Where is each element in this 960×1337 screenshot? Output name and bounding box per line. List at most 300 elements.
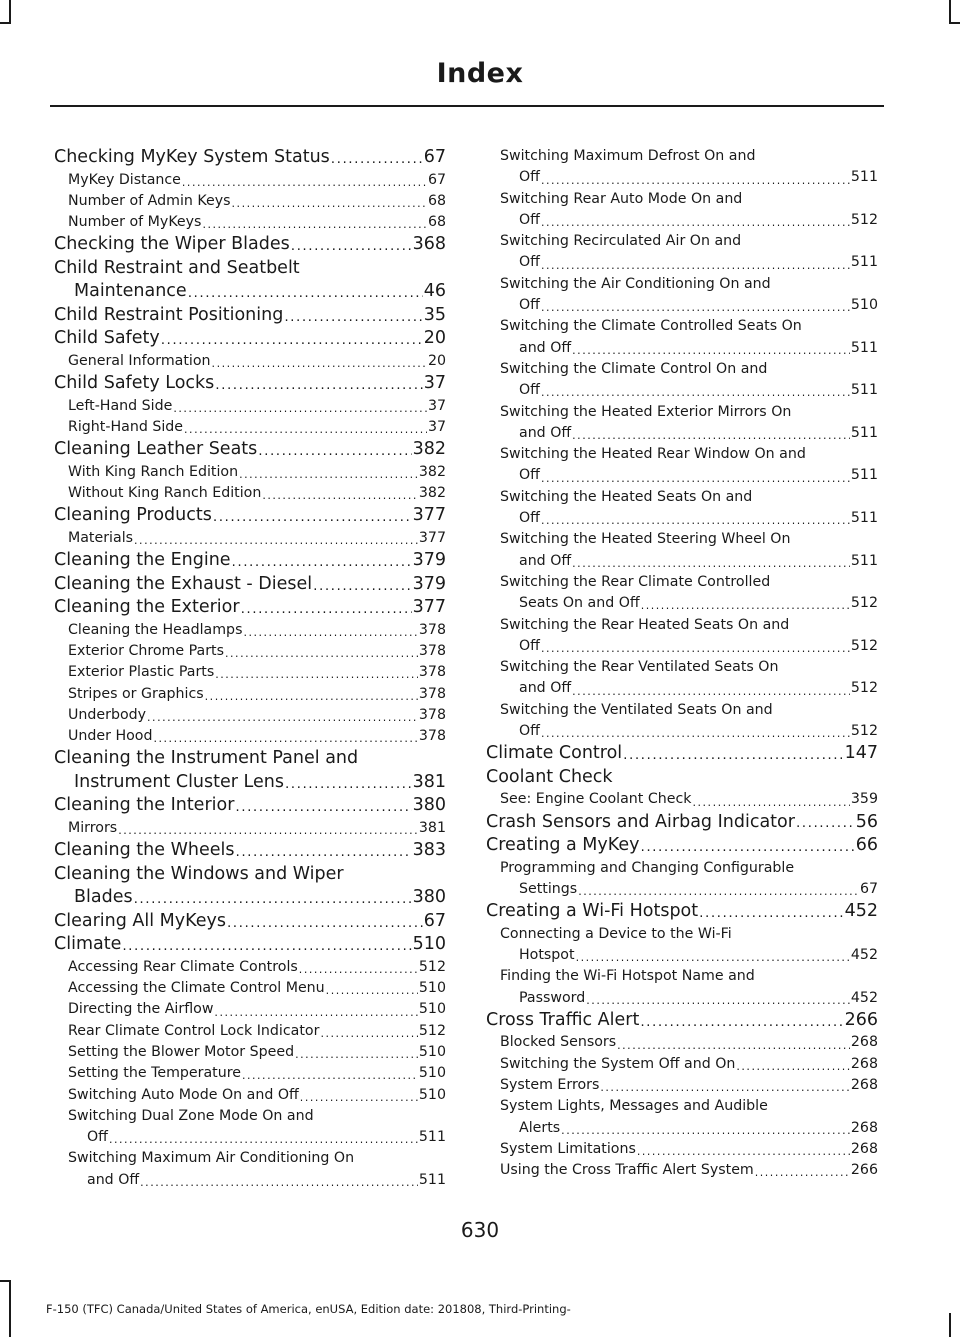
entry-text: Stripes or Graphics (68, 685, 204, 702)
entry-text-continued: Off (519, 510, 540, 527)
dot-leader (122, 940, 411, 957)
index-entry (54, 863, 446, 910)
entry-text: General Information (68, 352, 211, 369)
entry-text: Finding the Wi-Fi Hotspot Name and (500, 968, 755, 985)
entry-text: Programming and Changing Configurable (500, 859, 795, 876)
page-number: 630 (460, 1218, 500, 1242)
entry-text: Switching the Heated Rear Window On and (500, 446, 806, 463)
entry-text: Child Safety Locks (54, 373, 215, 394)
dot-leader (561, 1125, 850, 1139)
entry-text-continued: Blades (74, 887, 133, 908)
entry-page-number: 379 (412, 573, 446, 594)
entry-text: Switching the Heated Steering Wheel On (500, 531, 791, 548)
entry-text: Checking MyKey System Status (54, 147, 330, 167)
index-subentry (54, 212, 446, 233)
entry-text: Cleaning the Windows and Wiper (54, 863, 344, 884)
entry-text: Directing the Airflow (68, 1001, 214, 1018)
dot-leader (258, 445, 411, 462)
index-subentry (54, 818, 446, 839)
dot-leader (161, 334, 423, 351)
entry-text-continued: and Off (519, 339, 572, 356)
entry-page-number: 511 (418, 1171, 446, 1188)
dot-leader (572, 558, 850, 572)
entry-page-number: 37 (423, 373, 446, 394)
entry-text: Blocked Sensors (500, 1034, 617, 1051)
entry-page-number: 382 (418, 463, 446, 480)
index-entry (54, 794, 446, 818)
entry-text-continued: Off (519, 297, 540, 314)
index-entry (486, 811, 878, 835)
entry-page-number: 67 (859, 880, 878, 897)
crop-mark (0, 1280, 11, 1282)
entry-continuation (500, 593, 878, 614)
dot-leader (572, 345, 850, 359)
entry-text: Rear Climate Control Lock Indicator (68, 1022, 320, 1039)
dot-leader (576, 952, 850, 966)
index-subentry (54, 417, 446, 438)
entry-page-number: 268 (850, 1140, 878, 1157)
index-subentry (486, 1075, 878, 1096)
entry-continuation (500, 167, 878, 188)
entry-text: Clearing All MyKeys (54, 910, 226, 931)
index-subentry (54, 684, 446, 705)
entry-text: Switching Auto Mode On and Off (68, 1086, 299, 1103)
entry-text-continued: Off (519, 211, 540, 228)
dot-leader (182, 177, 427, 191)
entry-page-number: 510 (418, 980, 446, 997)
dot-leader (140, 1177, 418, 1191)
dot-leader (541, 260, 850, 274)
index-entry (54, 596, 446, 620)
entry-continuation (500, 945, 878, 966)
entry-text: Switching the System Off and On (500, 1055, 736, 1072)
index-entry (54, 146, 446, 170)
entry-page-number: 510 (418, 1086, 446, 1103)
dot-leader (640, 841, 854, 858)
dot-leader (320, 1028, 417, 1042)
entry-continuation (500, 988, 878, 1009)
index-subentry (486, 359, 878, 402)
entry-page-number: 67 (427, 171, 446, 188)
dot-leader (242, 1070, 418, 1084)
entry-text: Switching the Heated Seats On and (500, 488, 753, 505)
dot-leader (541, 302, 850, 316)
dot-leader (541, 643, 850, 657)
dot-leader (623, 749, 843, 766)
entry-text-continued: Off (519, 169, 540, 186)
entry-page-number: 359 (850, 791, 878, 808)
index-entry (486, 766, 878, 790)
entry-text: Switching the Air Conditioning On and (500, 275, 771, 292)
entry-text: Cleaning the Headlamps (68, 621, 243, 638)
entry-page-number: 512 (418, 1022, 446, 1039)
crop-mark (949, 1313, 951, 1337)
dot-leader (617, 1040, 850, 1054)
entry-text-continued: Off (87, 1129, 108, 1146)
entry-continuation (54, 886, 446, 910)
index-entry (54, 747, 446, 794)
entry-page-number: 268 (850, 1119, 878, 1136)
dot-leader (232, 556, 412, 573)
crop-mark (9, 0, 11, 24)
entry-text: With King Ranch Edition (68, 463, 239, 480)
entry-continuation (500, 879, 878, 900)
entry-continuation (500, 1118, 878, 1139)
entry-continuation (500, 678, 878, 699)
entry-text: Climate Control (486, 743, 623, 764)
entry-text: Cleaning the Exhaust - Diesel (54, 573, 313, 594)
index-subentry (54, 1042, 446, 1063)
entry-text: MyKey Distance (68, 171, 181, 188)
entry-continuation (500, 721, 878, 742)
entry-continuation (500, 508, 878, 529)
entry-page-number: 46 (423, 281, 446, 302)
index-subentry (54, 1063, 446, 1084)
entry-page-number: 512 (850, 637, 878, 654)
entry-text-continued: Off (519, 382, 540, 399)
dot-leader (637, 1146, 850, 1160)
dot-leader (600, 1082, 850, 1096)
entry-page-number: 380 (412, 795, 446, 816)
entry-text: System Lights, Messages and Audible (500, 1098, 768, 1115)
entry-text: Setting the Temperature (68, 1065, 241, 1082)
entry-text: Switching the Rear Heated Seats On and (500, 616, 790, 633)
index-subentry (54, 999, 446, 1020)
entry-page-number: 20 (427, 352, 446, 369)
entry-text: Switching the Rear Ventilated Seats On (500, 659, 779, 676)
index-subentry (486, 657, 878, 700)
index-subentry (54, 1085, 446, 1106)
index-entry (486, 900, 878, 924)
dot-leader (154, 733, 418, 747)
entry-continuation (500, 465, 878, 486)
entry-page-number: 511 (850, 552, 878, 569)
index-subentry (486, 1139, 878, 1160)
entry-text: Setting the Blower Motor Speed (68, 1043, 295, 1060)
entry-text: Accessing the Climate Control Menu (68, 980, 325, 997)
index-subentry (486, 487, 878, 530)
entry-text-continued: Password (519, 989, 586, 1006)
entry-text: Cleaning Products (54, 505, 212, 526)
entry-text: Cleaning the Instrument Panel and (54, 748, 359, 769)
entry-page-number: 381 (412, 771, 446, 792)
dot-leader (541, 515, 850, 529)
index-subentry (486, 789, 878, 810)
entry-continuation (500, 380, 878, 401)
index-entry (54, 327, 446, 351)
dot-leader (227, 917, 423, 934)
index-subentry (54, 1106, 446, 1149)
edition-footer: F-150 (TFC) Canada/United States of America, enUSA, Edition date: 201808, Third-Printing- (46, 1302, 571, 1316)
dot-leader (326, 985, 418, 999)
entry-text: Cleaning the Engine (54, 550, 231, 571)
entry-page-number: 382 (412, 439, 446, 460)
entry-page-number: 379 (412, 550, 446, 571)
entry-page-number: 510 (418, 1001, 446, 1018)
entry-text: Creating a MyKey (486, 835, 640, 856)
entry-page-number: 20 (423, 328, 446, 349)
dot-leader (295, 1049, 418, 1063)
index-subentry (486, 402, 878, 445)
entry-text: Climate (54, 934, 122, 955)
entry-page-number: 382 (418, 485, 446, 502)
index-subentry (54, 483, 446, 504)
index-entry (54, 933, 446, 957)
index-subentry (486, 316, 878, 359)
dot-leader (235, 801, 411, 818)
entry-text: Accessing Rear Climate Controls (68, 958, 298, 975)
dot-leader (291, 240, 412, 257)
dot-leader (572, 686, 850, 700)
index-subentry (54, 462, 446, 483)
index-subentry (486, 231, 878, 274)
entry-text-continued: Settings (519, 880, 578, 897)
entry-page-number: 452 (844, 901, 878, 922)
index-column-left (54, 146, 446, 1191)
dot-leader (541, 728, 850, 742)
entry-text: Child Restraint and Seatbelt (54, 257, 300, 278)
entry-page-number: 368 (412, 234, 446, 255)
entry-page-number: 37 (427, 397, 446, 414)
index-subentry (486, 858, 878, 901)
entry-text: System Limitations (500, 1140, 636, 1157)
index-subentry (486, 444, 878, 487)
index-subentry (54, 351, 446, 372)
dot-leader (205, 691, 418, 705)
dot-leader (284, 311, 422, 328)
entry-text-continued: Maintenance (74, 281, 187, 302)
entry-text-continued: and Off (519, 552, 572, 569)
index-column-right (486, 146, 878, 1181)
entry-text: Right-Hand Side (68, 418, 184, 435)
index-subentry (54, 726, 446, 747)
entry-text-continued: and Off (519, 424, 572, 441)
entry-page-number: 68 (427, 192, 446, 209)
entry-text: Number of MyKeys (68, 214, 202, 231)
entry-text-continued: Off (519, 467, 540, 484)
entry-page-number: 147 (844, 743, 878, 764)
index-subentry (54, 705, 446, 726)
dot-leader (640, 1016, 843, 1033)
dot-leader (299, 964, 418, 978)
entry-text: Without King Ranch Edition (68, 485, 262, 502)
entry-continuation (500, 551, 878, 572)
header-rule (50, 105, 884, 107)
entry-page-number: 56 (855, 811, 878, 832)
entry-page-number: 511 (850, 254, 878, 271)
entry-text: Switching Recirculated Air On and (500, 233, 742, 250)
entry-text: Switching the Rear Climate Controlled (500, 573, 771, 590)
index-subentry (54, 957, 446, 978)
entry-page-number: 37 (427, 418, 446, 435)
entry-text-continued: Hotspot (519, 947, 575, 963)
entry-text-continued: and Off (519, 680, 572, 697)
dot-leader (572, 430, 850, 444)
entry-continuation (500, 423, 878, 444)
dot-leader (239, 469, 418, 483)
entry-page-number: 512 (418, 958, 446, 975)
entry-text: Cleaning Leather Seats (54, 439, 258, 460)
entry-text: Number of Admin Keys (68, 192, 231, 209)
index-subentry (486, 615, 878, 658)
index-entry (54, 573, 446, 597)
dot-leader (313, 580, 411, 597)
index-subentry (54, 620, 446, 641)
index-entry (54, 304, 446, 328)
dot-leader (331, 153, 423, 170)
entry-page-number: 511 (850, 169, 878, 186)
entry-page-number: 378 (418, 621, 446, 638)
index-entry (486, 834, 878, 858)
index-subentry (486, 700, 878, 743)
entry-page-number: 512 (850, 723, 878, 740)
entry-text: Switching the Climate Controlled Seats On (500, 318, 802, 335)
entry-page-number: 512 (850, 595, 878, 612)
entry-page-number: 377 (412, 505, 446, 526)
entry-continuation (54, 280, 446, 304)
index-subentry (486, 529, 878, 572)
entry-text: Using the Cross Traffic Alert System (500, 1162, 754, 1179)
entry-text: Underbody (68, 706, 147, 723)
index-entry (54, 257, 446, 304)
entry-page-number: 381 (418, 819, 446, 836)
index-entry (54, 233, 446, 257)
entry-page-number: 378 (418, 728, 446, 745)
entry-text: Mirrors (68, 819, 118, 836)
entry-continuation (68, 1170, 446, 1191)
entry-continuation (500, 636, 878, 657)
index-entry (54, 910, 446, 934)
entry-page-number: 511 (850, 467, 878, 484)
entry-continuation (500, 210, 878, 231)
entry-page-number: 512 (850, 680, 878, 697)
dot-leader (188, 287, 423, 304)
entry-text-continued: Off (519, 637, 540, 654)
index-subentry (54, 1148, 446, 1191)
dot-leader (541, 387, 850, 401)
crop-mark (949, 22, 960, 24)
entry-page-number: 511 (418, 1129, 446, 1146)
entry-page-number: 378 (418, 664, 446, 681)
entry-text: Exterior Plastic Parts (68, 664, 215, 681)
entry-page-number: 377 (412, 597, 446, 618)
index-subentry (486, 1160, 878, 1181)
dot-leader (215, 379, 422, 396)
dot-leader (300, 1092, 418, 1106)
entry-page-number: 512 (850, 211, 878, 228)
dot-leader (541, 217, 850, 231)
entry-page-number: 377 (418, 529, 446, 546)
entry-text: Switching Dual Zone Mode On and (68, 1107, 314, 1124)
page-title: Index (436, 58, 524, 89)
index-subentry (54, 396, 446, 417)
entry-text: Checking the Wiper Blades (54, 234, 290, 255)
dot-leader (796, 817, 855, 834)
entry-continuation (54, 771, 446, 795)
index-subentry (54, 170, 446, 191)
index-entry (486, 742, 878, 766)
entry-page-number: 510 (418, 1043, 446, 1060)
entry-page-number: 383 (412, 840, 446, 861)
entry-page-number: 511 (850, 510, 878, 527)
dot-leader (578, 886, 859, 900)
dot-leader (134, 893, 412, 910)
index-subentry (54, 1021, 446, 1042)
entry-continuation (68, 1127, 446, 1148)
index-entry (54, 549, 446, 573)
dot-leader (586, 995, 850, 1009)
index-entry (54, 504, 446, 528)
entry-text-continued: Instrument Cluster Lens (74, 771, 284, 792)
dot-leader (241, 603, 412, 620)
index-subentry (54, 528, 446, 549)
index-subentry (486, 146, 878, 189)
index-subentry (486, 572, 878, 615)
dot-leader (641, 600, 850, 614)
entry-text-continued: Off (519, 723, 540, 740)
entry-text-continued: Seats On and Off (519, 595, 640, 612)
entry-continuation (500, 295, 878, 316)
entry-page-number: 511 (850, 424, 878, 441)
dot-leader (212, 358, 427, 372)
index-subentry (486, 1054, 878, 1075)
dot-leader (173, 403, 427, 417)
entry-page-number: 510 (418, 1065, 446, 1082)
index-subentry (486, 189, 878, 232)
entry-page-number: 266 (850, 1162, 878, 1179)
entry-page-number: 452 (850, 989, 878, 1006)
entry-text: Crash Sensors and Airbag Indicator (486, 811, 795, 832)
index-entry (54, 438, 446, 462)
dot-leader (147, 712, 418, 726)
entry-page-number: 266 (844, 1009, 878, 1030)
entry-page-number: 268 (850, 1076, 878, 1093)
dot-leader (541, 473, 850, 487)
entry-page-number: 268 (850, 1034, 878, 1051)
dot-leader (214, 1007, 417, 1021)
entry-page-number: 510 (850, 297, 878, 314)
entry-text: Child Safety (54, 328, 160, 349)
entry-text: Materials (68, 529, 134, 546)
entry-text: See: Engine Coolant Check (500, 791, 692, 808)
entry-text: Cleaning the Exterior (54, 597, 240, 618)
dot-leader (285, 778, 412, 795)
entry-text-continued: Off (519, 254, 540, 271)
entry-text: Exterior Chrome Parts (68, 642, 225, 659)
entry-page-number: 268 (850, 1055, 878, 1072)
entry-text: Cleaning the Wheels (54, 840, 235, 861)
dot-leader (232, 198, 427, 212)
entry-page-number: 67 (423, 147, 446, 167)
index-subentry (54, 662, 446, 683)
index-subentry (486, 966, 878, 1009)
entry-text-continued: and Off (87, 1171, 140, 1188)
entry-page-number: 68 (427, 214, 446, 231)
index-subentry (54, 978, 446, 999)
dot-leader (262, 490, 418, 504)
index-subentry (486, 924, 878, 967)
entry-page-number: 66 (855, 835, 878, 856)
entry-text-continued: Alerts (519, 1119, 561, 1136)
dot-leader (699, 907, 843, 924)
index-subentry (486, 1096, 878, 1139)
index-entry (54, 839, 446, 863)
entry-text: Switching Rear Auto Mode On and (500, 190, 743, 207)
dot-leader (215, 669, 418, 683)
dot-leader (118, 825, 418, 839)
index-subentry (54, 641, 446, 662)
dot-leader (693, 797, 850, 811)
